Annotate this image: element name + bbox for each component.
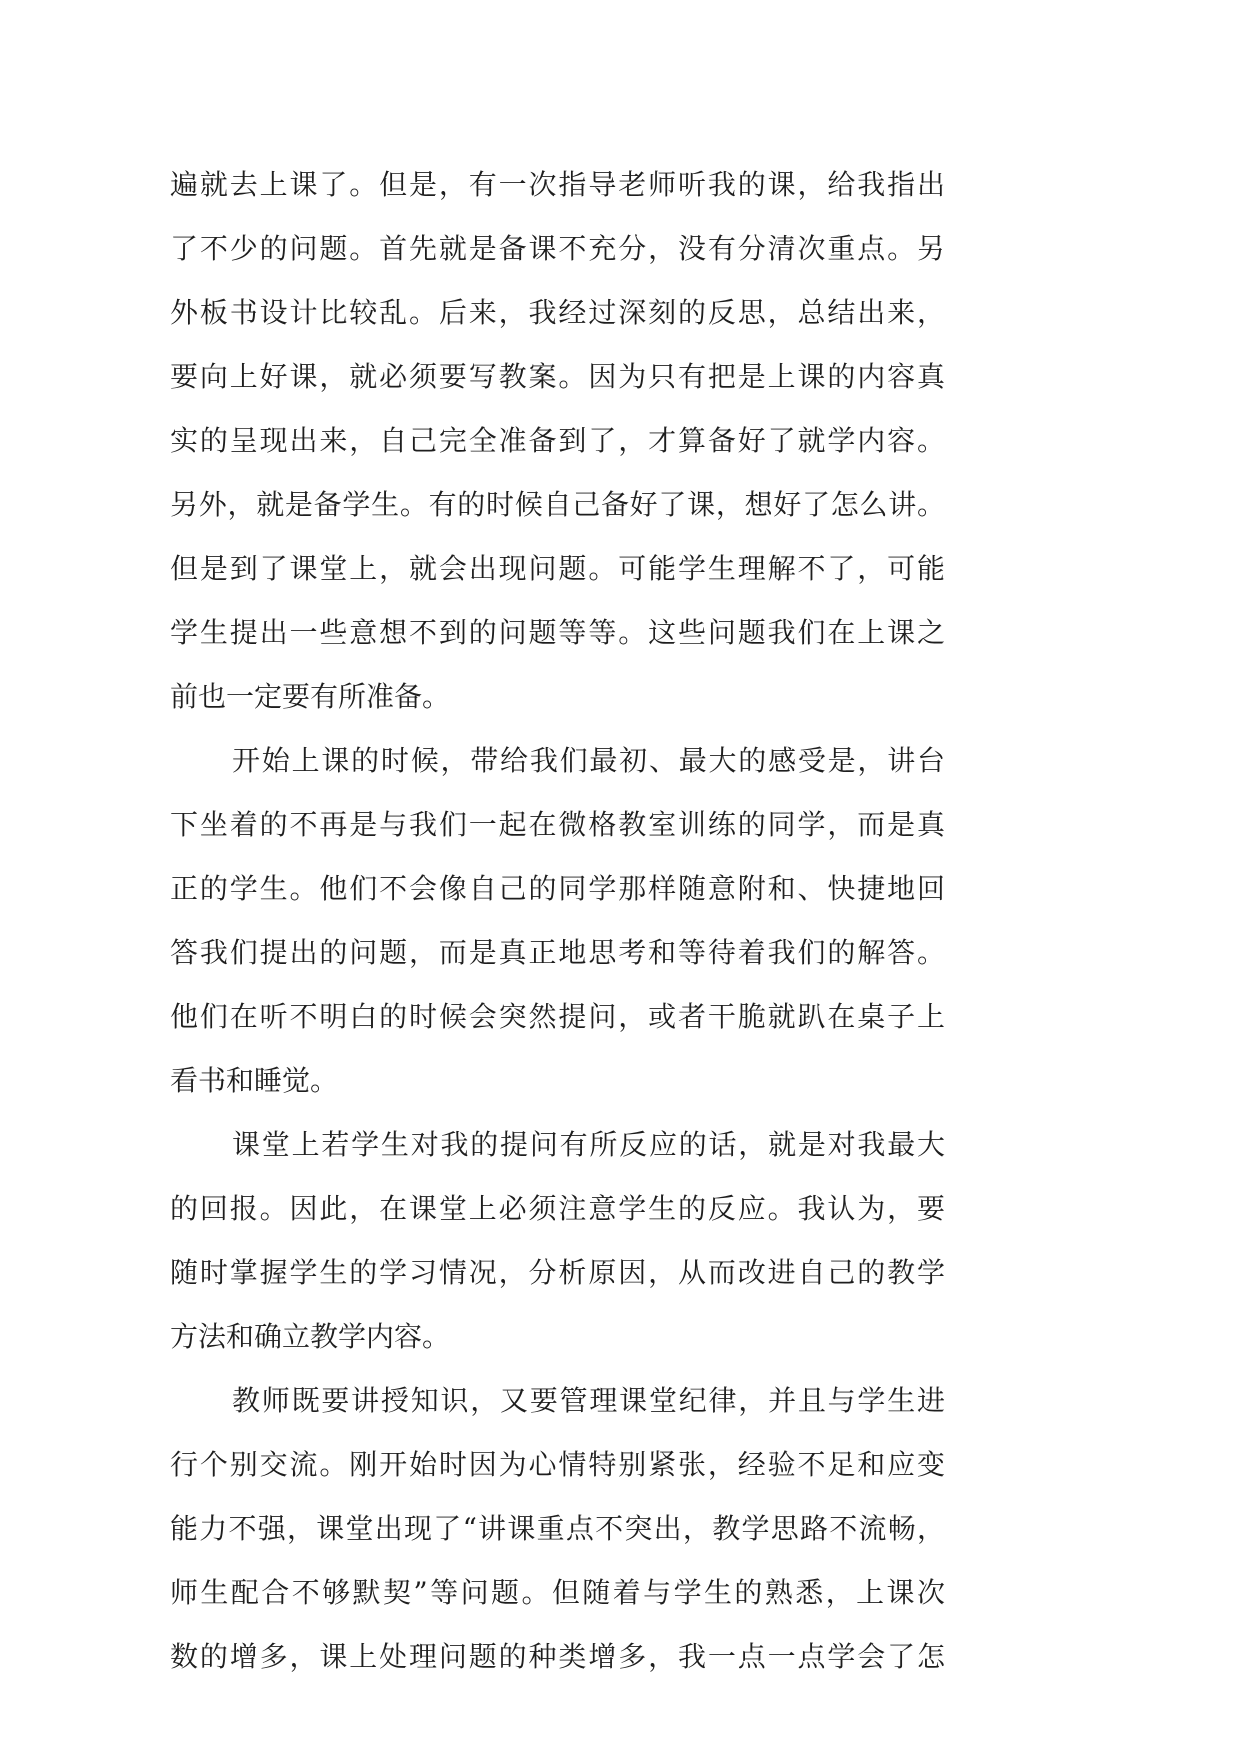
text-line: 前也一定要有所准备。 <box>170 680 451 713</box>
text-line: 能力不强，课堂出现了“讲课重点不突出，教学思路不流畅， <box>170 1512 945 1545</box>
text-line: 他们在听不明白的时候会突然提问，或者干脆就趴在桌子上 <box>170 1000 945 1033</box>
text-line: 随时掌握学生的学习情况，分析原因，从而改进自己的教学 <box>170 1256 945 1289</box>
text-line: 数的增多，课上处理问题的种类增多，我一点一点学会了怎 <box>170 1640 945 1673</box>
paragraph <box>170 153 945 729</box>
text-line: 开始上课的时候，带给我们最初、最大的感受是，讲台 <box>232 744 945 777</box>
text-line: 正的学生。他们不会像自己的同学那样随意附和、快捷地回 <box>170 872 945 905</box>
text-line: 下坐着的不再是与我们一起在微格教室训练的同学，而是真 <box>170 808 945 841</box>
text-line: 看书和睡觉。 <box>170 1064 339 1097</box>
text-line: 实的呈现出来，自己完全准备到了，才算备好了就学内容。 <box>170 424 945 457</box>
text-line: 教师既要讲授知识，又要管理课堂纪律，并且与学生进 <box>232 1384 945 1417</box>
text-line: 了不少的问题。首先就是备课不充分，没有分清次重点。另 <box>170 232 945 265</box>
text-line: 课堂上若学生对我的提问有所反应的话，就是对我最大 <box>232 1128 945 1161</box>
text-line: 另外，就是备学生。有的时候自己备好了课，想好了怎么讲。 <box>170 488 945 521</box>
text-line: 外板书设计比较乱。后来，我经过深刻的反思，总结出来， <box>170 296 945 329</box>
paragraph <box>170 729 945 1113</box>
paragraph <box>170 1113 945 1369</box>
text-line: 要向上好课，就必须要写教案。因为只有把是上课的内容真 <box>170 360 945 393</box>
text-line: 遍就去上课了。但是，有一次指导老师听我的课，给我指出 <box>170 168 945 201</box>
text-line: 的回报。因此，在课堂上必须注意学生的反应。我认为，要 <box>170 1192 945 1225</box>
text-line: 答我们提出的问题，而是真正地思考和等待着我们的解答。 <box>170 936 945 969</box>
body-text <box>170 153 945 1689</box>
text-line: 师生配合不够默契”等问题。但随着与学生的熟悉，上课次 <box>170 1576 945 1609</box>
paragraph <box>170 1369 945 1689</box>
text-line: 学生提出一些意想不到的问题等等。这些问题我们在上课之 <box>170 616 945 649</box>
text-line: 但是到了课堂上，就会出现问题。可能学生理解不了，可能 <box>170 552 945 585</box>
text-line: 方法和确立教学内容。 <box>170 1320 451 1353</box>
text-line: 行个别交流。刚开始时因为心情特别紧张，经验不足和应变 <box>170 1448 945 1481</box>
